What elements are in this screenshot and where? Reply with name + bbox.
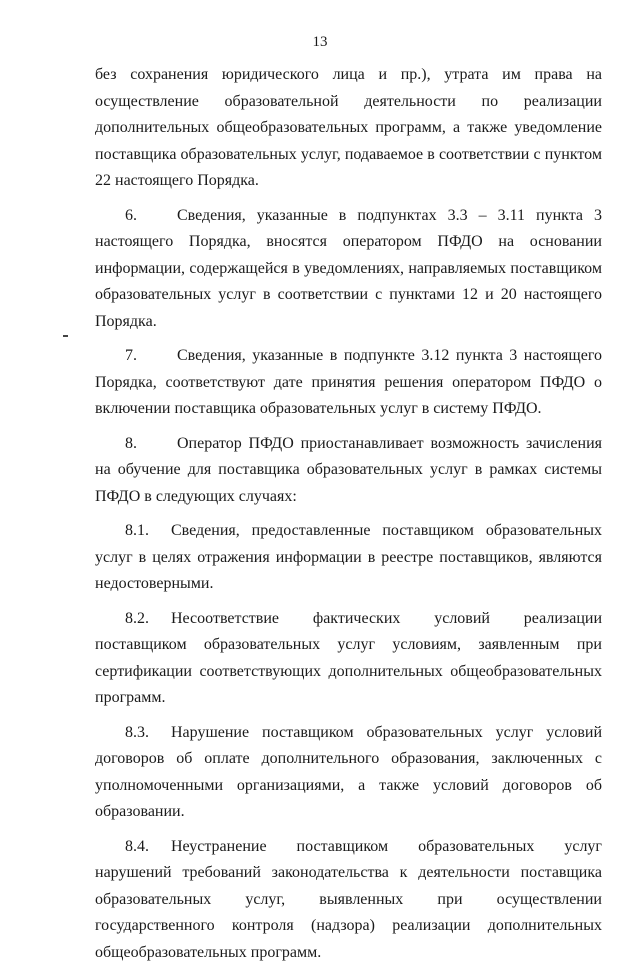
paragraph-text: Неустранение поставщиком образовательных услуг нарушений требований законодательства к деятельности поставщика образовательных услуг, выявленных при осуществлении государственного контроля (надзора) реализации дополнительных общеобразовательных программ. bbox=[95, 838, 602, 961]
paragraph-item-8-4 bbox=[95, 834, 602, 966]
item-number: 8.2. bbox=[125, 606, 171, 633]
item-number: 8.1. bbox=[125, 518, 171, 545]
item-number: 7. bbox=[125, 343, 177, 370]
document-body bbox=[95, 62, 602, 966]
paragraph-item-8-3 bbox=[95, 720, 602, 826]
paragraph-continuation bbox=[95, 62, 602, 195]
item-number: 8.3. bbox=[125, 720, 171, 747]
item-number: 6. bbox=[125, 203, 177, 230]
paragraph-text: Сведения, указанные в подпункте 3.12 пункта 3 настоящего Порядка, соответствуют дате принятия решения оператором ПФДО о включении поставщика образовательных услуг в систему ПФДО. bbox=[95, 347, 602, 417]
paragraph-item-7 bbox=[95, 343, 602, 423]
paragraph-text: Сведения, предоставленные поставщиком образовательных услуг в целях отражения информации в реестре поставщиков, являются недостоверными. bbox=[95, 522, 602, 592]
paragraph-item-6 bbox=[95, 203, 602, 336]
paragraph-item-8-2 bbox=[95, 606, 602, 712]
paragraph-text: без сохранения юридического лица и пр.), утрата им права на осуществление образовательной деятельности по реализации дополнительных общеобразовательных программ, а также уведомление поставщика образовательных услуг, подаваемое в соответствии с пунктом 22 настоящего Порядка. bbox=[95, 66, 602, 189]
paragraph-text: Нарушение поставщиком образовательных услуг условий договоров об оплате дополнительного образования, заключенных с уполномоченными организациями, а также условий договоров об образовании. bbox=[95, 724, 602, 821]
scan-artifact-mark bbox=[63, 335, 68, 337]
paragraph-item-8-1 bbox=[95, 518, 602, 598]
page-number: 13 bbox=[0, 34, 640, 51]
paragraph-item-8 bbox=[95, 431, 602, 511]
item-number: 8.4. bbox=[125, 834, 171, 861]
paragraph-text: Сведения, указанные в подпунктах 3.3 – 3.11 пункта 3 настоящего Порядка, вносятся оператором ПФДО на основании информации, содержащейся в уведомлениях, направляемых поставщиком образовательных услуг в соответствии с пунктами 12 и 20 настоящего Порядка. bbox=[95, 207, 602, 330]
item-number: 8. bbox=[125, 431, 177, 458]
paragraph-text: Оператор ПФДО приостанавливает возможность зачисления на обучение для поставщика образовательных услуг в рамках системы ПФДО в следующих случаях: bbox=[95, 435, 602, 505]
paragraph-text: Несоответствие фактических условий реализации поставщиком образовательных услуг условиям, заявленным при сертификации соответствующих дополнительных общеобразовательных программ. bbox=[95, 610, 602, 707]
